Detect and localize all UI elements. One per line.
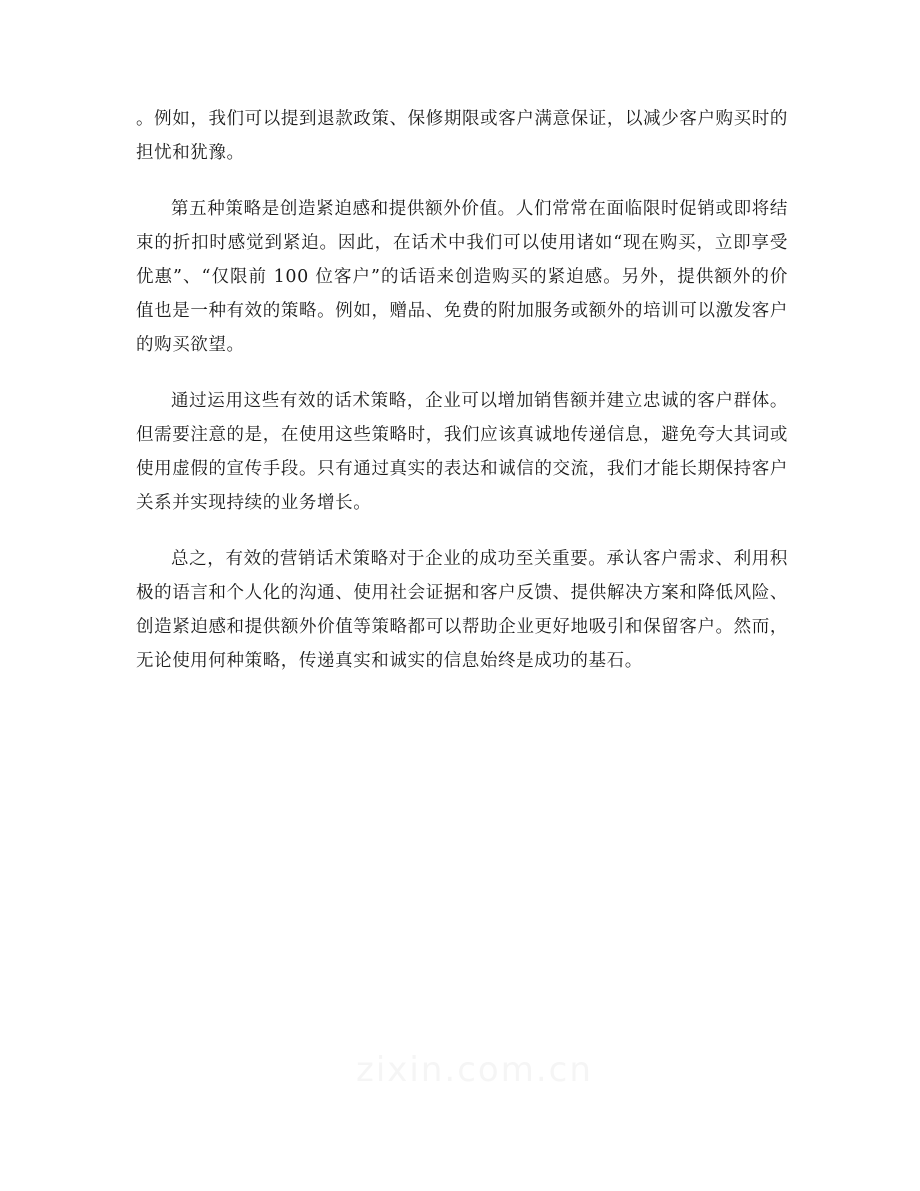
paragraph-3: 通过运用这些有效的话术策略，企业可以增加销售额并建立忠诚的客户群体。但需要注意的是，在使用这些策略时，我们应该真诚地传递信息，避免夸大其词或使用虚假的宣传手段。只有通过真实的表达和诚信的交流，我们才能长期保持客户关系并实现持续的业务增长。 [136,391,788,513]
paragraph-4: 总之，有效的营销话术策略对于企业的成功至关重要。承认客户需求、利用积极的语言和个人化的沟通、使用社会证据和客户反馈、提供解决方案和降低风险、创造紧迫感和提供额外价值等策略都可以帮助企业更好地吸引和保留客户。然而，无论使用何种策略，传递真实和诚实的信息始终是成功的基石。 [136,549,788,671]
watermark: zixin.com.cn [356,1050,593,1090]
document-body [136,102,788,700]
paragraph-2: 第五种策略是创造紧迫感和提供额外价值。人们常常在面临限时促销或即将结束的折扣时感觉到紧迫。因此，在话术中我们可以使用诸如“现在购买，立即享受优惠”、“仅限前 100 位客户”的话语来创造购买的紧迫感。另外，提供额外的价值也是一种有效的策略。例如，赠品、免费的附加服务或额外的培训可以激发客户的购买欲望。 [136,199,788,355]
paragraph-1: 。例如，我们可以提到退款政策、保修期限或客户满意保证，以减少客户购买时的担忧和犹豫。 [136,109,788,163]
